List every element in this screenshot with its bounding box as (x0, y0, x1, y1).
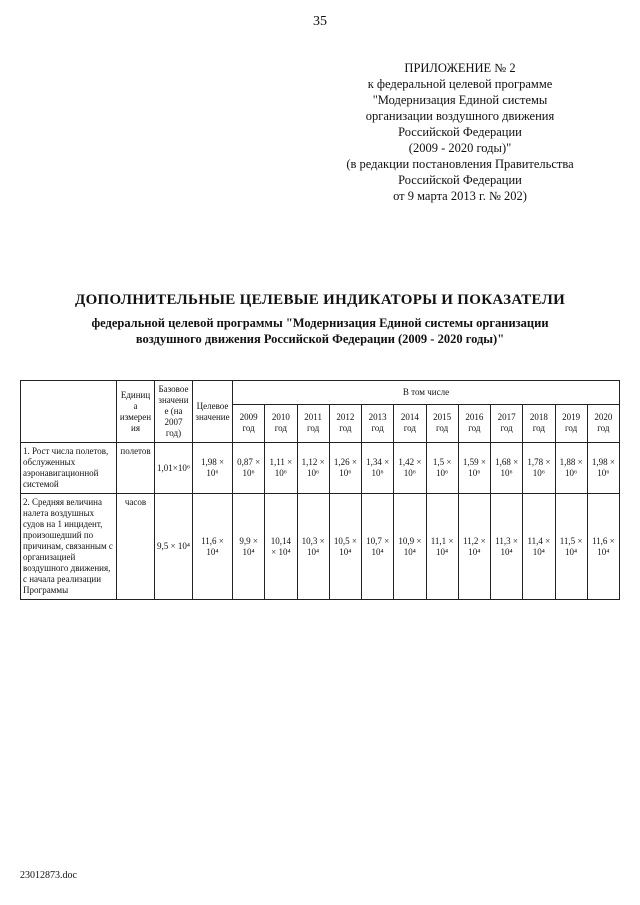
unit-cell: часов (117, 494, 155, 600)
year-header: 2014 год (394, 404, 426, 442)
document-title: ДОПОЛНИТЕЛЬНЫЕ ЦЕЛЕВЫЕ ИНДИКАТОРЫ И ПОКАЗАТЕЛИ (74, 292, 566, 308)
target-value-cell: 1,98 × 10⁶ (193, 443, 233, 494)
year-value-cell: 0,87 × 10⁶ (233, 443, 265, 494)
appendix-line: "Модернизация Единой системы (372, 93, 548, 107)
table-row (21, 494, 620, 600)
year-value-cell: 1,42 × 10⁶ (394, 443, 426, 494)
year-value-cell: 10,9 × 10⁴ (394, 494, 426, 600)
year-value-cell: 10,14 × 10⁴ (265, 494, 297, 600)
year-value-cell: 1,59 × 10⁶ (458, 443, 490, 494)
year-value-cell: 11,4 × 10⁴ (523, 494, 555, 600)
document-subtitle-line: федеральной целевой программы "Модернизация Единой системы организации (91, 316, 549, 330)
base-value-cell: 1,01×10⁶ (155, 443, 193, 494)
year-value-cell: 11,1 × 10⁴ (426, 494, 458, 600)
year-value-cell: 11,6 × 10⁴ (587, 494, 619, 600)
year-header: 2011 год (297, 404, 329, 442)
appendix-line: (2009 - 2020 годы)" (408, 141, 512, 155)
including-header: В том числе (233, 381, 620, 405)
year-header: 2013 год (362, 404, 394, 442)
year-value-cell: 11,5 × 10⁴ (555, 494, 587, 600)
year-header: 2015 год (426, 404, 458, 442)
year-header: 2017 год (491, 404, 523, 442)
appendix-line: (в редакции постановления Правительства (346, 157, 574, 171)
table-row (21, 443, 620, 494)
unit-cell: полетов (117, 443, 155, 494)
table-header-row (21, 381, 620, 405)
year-value-cell: 1,98 × 10⁶ (587, 443, 619, 494)
year-value-cell: 1,5 × 10⁶ (426, 443, 458, 494)
page-number: 35 (313, 14, 327, 29)
year-value-cell: 1,11 × 10⁶ (265, 443, 297, 494)
document-code: 23012873.doc (20, 870, 77, 881)
year-header: 2016 год (458, 404, 490, 442)
appendix-line: к федеральной целевой программе (367, 77, 553, 91)
appendix-line: от 9 марта 2013 г. № 202) (393, 189, 527, 203)
unit-header: Единица измерения (117, 381, 155, 443)
document-subtitle-line: воздушного движения Российской Федерации (2009 - 2020 годы)" (135, 332, 505, 346)
year-header: 2010 год (265, 404, 297, 442)
indicator-name: 2. Средняя величина налета воздушных судов на 1 инцидент, произошедший по причинам, связанным с организацией воздушного движения, с начала реализации Программы (21, 494, 117, 600)
appendix-header (300, 60, 620, 204)
base-value-cell: 9,5 × 10⁴ (155, 494, 193, 600)
year-value-cell: 1,26 × 10⁶ (329, 443, 361, 494)
title-block (20, 292, 620, 347)
indicator-name: 1. Рост числа полетов, обслуженных аэронавигационной системой (21, 443, 117, 494)
year-value-cell: 10,3 × 10⁴ (297, 494, 329, 600)
year-header: 2012 год (329, 404, 361, 442)
indicators-table (20, 380, 620, 600)
appendix-line: Российской Федерации (398, 173, 522, 187)
indicator-name-header (21, 381, 117, 443)
appendix-line: организации воздушного движения (365, 109, 555, 123)
year-value-cell: 1,78 × 10⁶ (523, 443, 555, 494)
year-header: 2019 год (555, 404, 587, 442)
appendix-line: ПРИЛОЖЕНИЕ № 2 (404, 61, 516, 75)
year-value-cell: 10,5 × 10⁴ (329, 494, 361, 600)
year-value-cell: 1,68 × 10⁶ (491, 443, 523, 494)
target-value-cell: 11,6 × 10⁴ (193, 494, 233, 600)
year-value-cell: 11,3 × 10⁴ (491, 494, 523, 600)
year-value-cell: 1,12 × 10⁶ (297, 443, 329, 494)
target-value-header: Целевое значение (193, 381, 233, 443)
appendix-line: Российской Федерации (398, 125, 522, 139)
base-value-header: Базовое значение (на 2007 год) (155, 381, 193, 443)
year-header: 2018 год (523, 404, 555, 442)
year-value-cell: 9,9 × 10⁴ (233, 494, 265, 600)
year-value-cell: 1,88 × 10⁶ (555, 443, 587, 494)
year-header: 2009 год (233, 404, 265, 442)
year-header: 2020 год (587, 404, 619, 442)
year-value-cell: 1,34 × 10⁶ (362, 443, 394, 494)
year-value-cell: 11,2 × 10⁴ (458, 494, 490, 600)
year-value-cell: 10,7 × 10⁴ (362, 494, 394, 600)
